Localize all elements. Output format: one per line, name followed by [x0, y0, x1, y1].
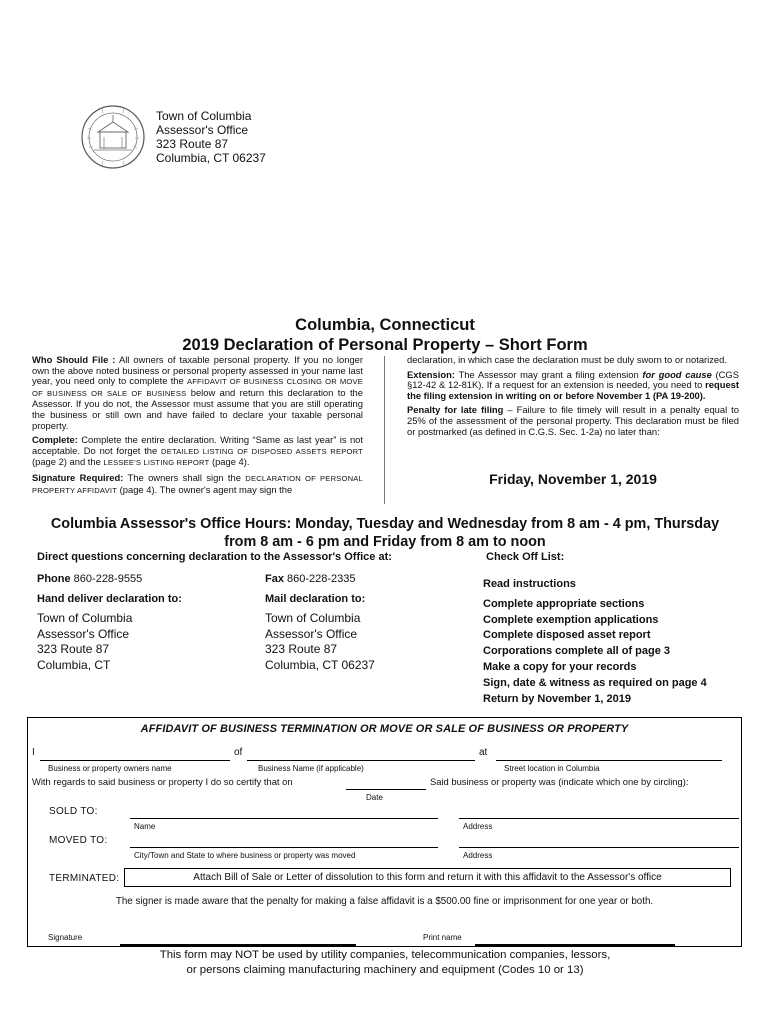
- footer-line2: or persons claiming manufacturing machinery and equipment (Codes 10 or 13): [186, 964, 584, 976]
- extension-text: The Assessor may grant a filing extension: [454, 368, 643, 380]
- terminated-instruction-box: Attach Bill of Sale or Letter of dissolution to this form and return it with this affidavit to the Assessor's office: [124, 868, 731, 887]
- checklist-text: Corporations complete all of page 3: [483, 645, 671, 657]
- of-label: of: [234, 747, 243, 758]
- affidavit-reference: AFFIDAVIT OF BUSINESS CLOSING OR MOVE OF BUSINESS OR SALE OF BUSINESS: [32, 377, 363, 398]
- hand-deliver-address: [37, 611, 132, 673]
- name-caption: Name: [134, 822, 156, 831]
- checklist-item-4: [483, 644, 670, 660]
- moved-address-line[interactable]: [459, 847, 739, 848]
- checklist-item-2: [483, 613, 658, 629]
- checklist-item-5: [483, 660, 636, 676]
- sold-name-line[interactable]: [130, 818, 438, 819]
- print-name-line[interactable]: [475, 944, 675, 946]
- at-label: at: [479, 747, 488, 758]
- sold-to-label: [49, 806, 98, 817]
- address-line: 323 Route 87: [37, 642, 110, 657]
- city-caption: City/Town and State to where business or property was moved: [134, 851, 356, 860]
- extension-deadline-text: request the filing extension in writing on or before November 1 (PA 19-200).: [407, 379, 739, 401]
- mail-label: Mail declaration to:: [265, 593, 366, 605]
- footer-line1: This form may NOT be used by utility companies, telecommunication companies, lessors,: [159, 949, 611, 961]
- page-subtitle: 2019 Declaration of Personal Property – Short Form: [182, 336, 588, 354]
- sold-to-text: SOLD TO:: [49, 806, 98, 817]
- street-location-caption: Street location in Columbia: [504, 764, 600, 773]
- phone-line: [37, 573, 142, 585]
- office-line: 323 Route 87: [156, 137, 229, 151]
- checklist-item-7: [483, 692, 631, 708]
- signature-caption: Signature: [48, 933, 83, 942]
- complete-text: (page 4).: [209, 456, 250, 468]
- continuation-text: declaration, in which case the declaration must be duly sworn to or notarized.: [407, 354, 727, 365]
- who-label: Who Should File :: [32, 354, 116, 365]
- terminated-label: TERMINATED:: [49, 873, 120, 884]
- business-name-line[interactable]: [247, 760, 475, 761]
- checklist-text: Sign, date & witness as required on page 4: [483, 677, 707, 689]
- phone-label: Phone: [37, 573, 71, 585]
- address-caption: Address: [463, 822, 493, 831]
- office-line: Columbia, CT 06237: [156, 151, 266, 165]
- town-seal-icon: [80, 104, 146, 170]
- office-hours-line1: Columbia Assessor's Office Hours: Monday, Tuesday and Wednesday from 8 am - 4 pm, Thursday: [50, 516, 720, 532]
- print-name-caption: Print name: [423, 933, 462, 942]
- disposed-assets-reference: DETAILED LISTING OF DISPOSED ASSETS REPORT: [161, 446, 363, 456]
- affidavit-title: AFFIDAVIT OF BUSINESS TERMINATION OR MOVE OR SALE OF BUSINESS OR PROPERTY: [140, 723, 629, 735]
- checklist-text: Complete disposed asset report: [483, 629, 651, 641]
- complete-label: Complete:: [32, 434, 78, 446]
- address-caption: Address: [463, 851, 493, 860]
- complete-text: Complete the entire declaration. Writing “Same as last year” is not acceptable. Do not forget the: [32, 434, 363, 456]
- extension-text: (CGS §12-42 & 12-81K). If a request for an extension is needed, you need to: [407, 368, 739, 391]
- sold-address-line[interactable]: [459, 818, 739, 819]
- office-address: [156, 109, 266, 165]
- i-label: I: [32, 747, 35, 758]
- complete-text: (page 2) and the: [32, 456, 104, 468]
- owner-name-caption: Business or property owners name: [48, 764, 172, 773]
- date-line[interactable]: [346, 789, 426, 790]
- street-location-line[interactable]: [496, 760, 722, 761]
- moved-to-label: MOVED TO:: [49, 835, 108, 846]
- penalty-label: Penalty for late filing: [407, 404, 504, 416]
- fax-line: [265, 573, 356, 585]
- direct-questions: Direct questions concerning declaration to the Assessor's Office at:: [37, 551, 392, 563]
- address-line: Town of Columbia: [37, 611, 133, 625]
- who-text: below and return this declaration to the Assessor. If you do not, the Assessor must assume that you are still operating the business or still own and have failed to declare your taxable personal property.: [32, 386, 363, 431]
- instructions-left: [32, 355, 363, 500]
- address-line: Assessor's Office: [265, 626, 358, 641]
- checklist-title: Check Off List:: [486, 551, 565, 563]
- checklist-item-0: [483, 577, 576, 593]
- good-cause-text: for good cause: [642, 368, 712, 380]
- checklist-item-1: [483, 597, 644, 613]
- office-line: Town of Columbia: [156, 109, 252, 123]
- checklist-item-6: [483, 676, 707, 692]
- checklist-item-3: [483, 628, 651, 644]
- date-caption: Date: [366, 793, 383, 802]
- declaration-reference: DECLARATION OF PERSONAL PROPERTY AFFIDAVIT: [32, 473, 363, 495]
- extension-label: Extension:: [407, 368, 455, 380]
- page-title: Columbia, Connecticut: [295, 316, 475, 334]
- hand-deliver-label: Hand deliver declaration to:: [37, 593, 182, 605]
- office-line: Assessor's Office: [156, 123, 249, 137]
- checklist-text: Make a copy for your records: [483, 661, 637, 673]
- filing-deadline: Friday, November 1, 2019: [489, 471, 657, 487]
- circle-instruction: Said business or property was (indicate which one by circling):: [430, 776, 689, 787]
- business-name-caption: Business Name (if applicable): [258, 764, 364, 773]
- instructions-right: [407, 355, 739, 441]
- checklist-text: Complete exemption applications: [483, 614, 659, 626]
- signature-line[interactable]: [120, 944, 356, 946]
- address-line: Columbia, CT: [37, 657, 111, 672]
- fax-number: 860-228-2335: [283, 573, 356, 585]
- false-affidavit-penalty: The signer is made aware that the penalty for making a false affidavit is a $500.00 fine or imprisonment for one year or both.: [115, 896, 654, 907]
- checklist-text: Return by November 1, 2019: [483, 693, 631, 705]
- phone-number: 860-228-9555: [70, 573, 143, 585]
- penalty-text: – Failure to file timely will result in a penalty equal to 25% of the assessment of the personal property. This declaration must be filed or postmarked (as defined in C.G.S. Sec. 1-2a) no later than:: [407, 404, 739, 437]
- certify-text: With regards to said business or property I do so certify that on: [32, 776, 293, 787]
- address-line: Columbia, CT 06237: [265, 657, 375, 672]
- mail-address: [265, 611, 375, 673]
- column-divider: [384, 356, 385, 504]
- address-line: Assessor's Office: [37, 626, 130, 641]
- signature-label: Signature Required:: [32, 471, 124, 483]
- signature-text: The owners shall sign the: [123, 471, 246, 483]
- address-line: 323 Route 87: [265, 642, 338, 657]
- checklist-text: Read instructions: [483, 578, 576, 590]
- lessee-reference: LESSEE'S LISTING REPORT: [103, 458, 210, 468]
- signature-text: (page 4). The owner's agent may sign the: [117, 483, 293, 495]
- fax-label: Fax: [265, 573, 284, 585]
- address-line: Town of Columbia: [265, 611, 361, 625]
- checklist-text: Complete appropriate sections: [483, 598, 645, 610]
- office-hours-line2: from 8 am - 6 pm and Friday from 8 am to noon: [224, 534, 546, 550]
- moved-city-line[interactable]: [130, 847, 438, 848]
- affidavit-box: [27, 717, 742, 947]
- who-text: All owners of taxable personal property. If you no longer own the above noted business or personal property assessed in your name last year, you need only to complete the: [32, 354, 363, 387]
- owner-name-line[interactable]: [40, 760, 230, 761]
